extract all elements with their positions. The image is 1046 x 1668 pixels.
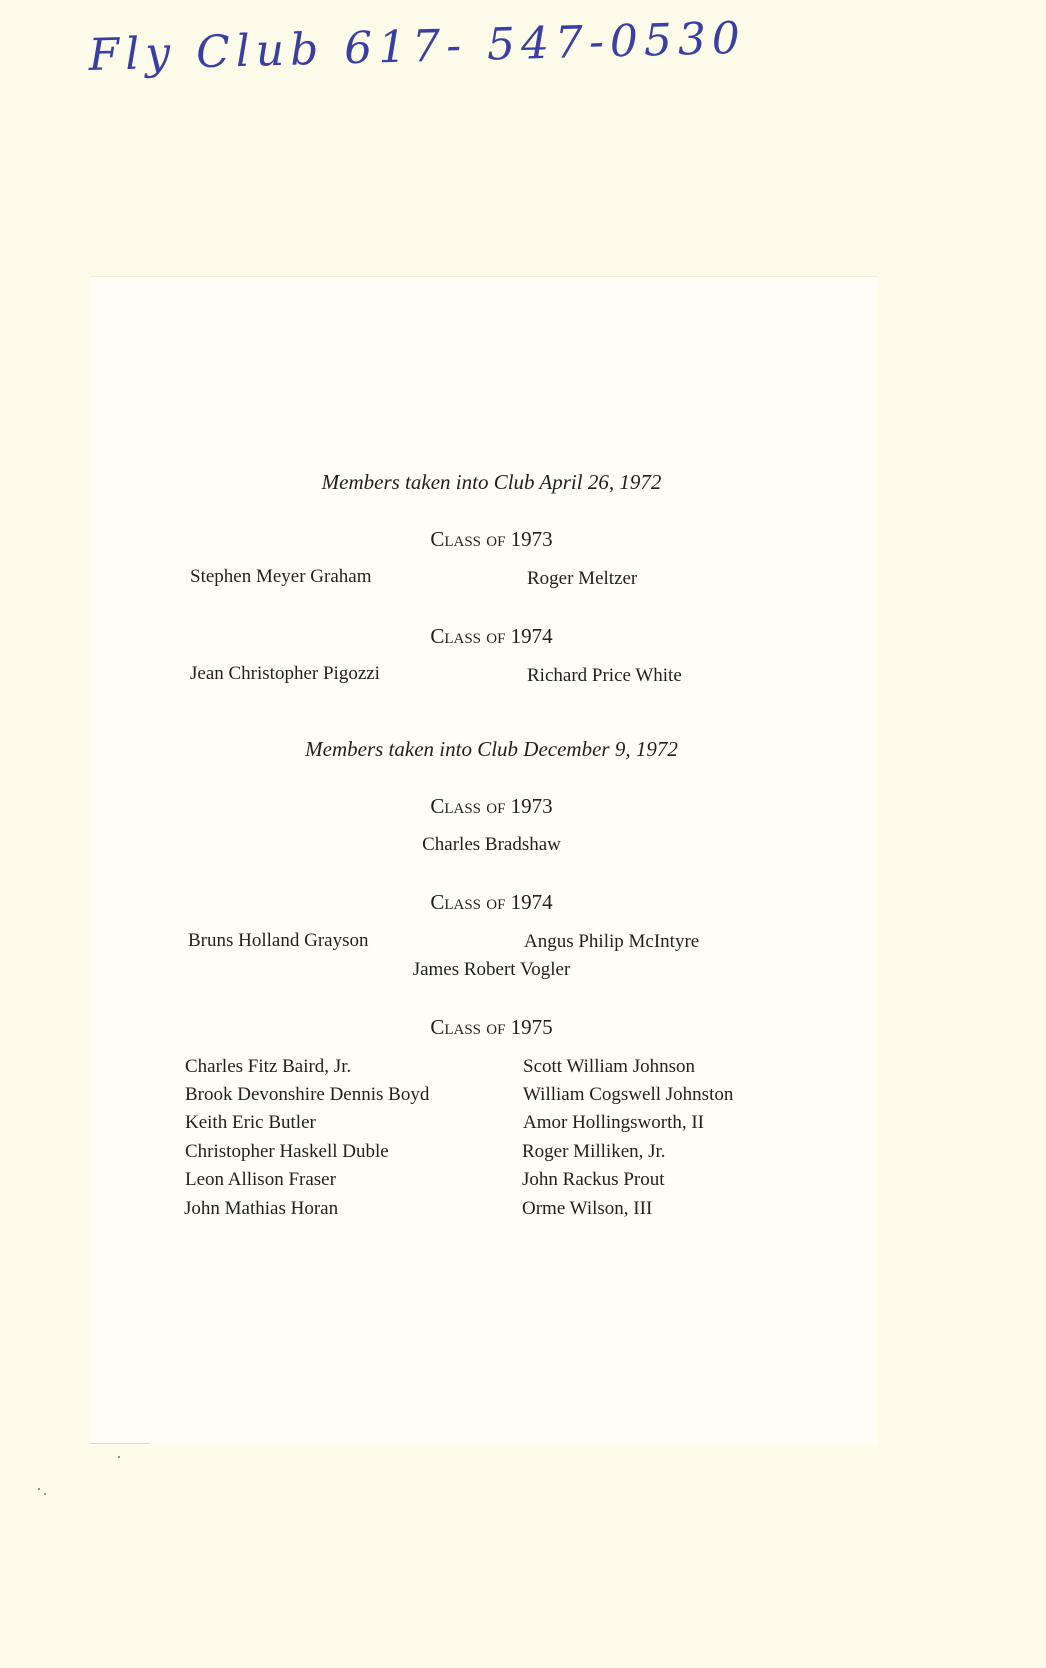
paper-speck <box>118 1456 120 1458</box>
class-heading-1974: Class of 1974 <box>430 890 553 914</box>
class-heading-1973: Class of 1973 <box>430 527 553 551</box>
section-title-april: Members taken into Club April 26, 1972 <box>321 470 662 494</box>
member-name: Roger Meltzer <box>527 568 638 589</box>
member-name: Brook Devonshire Dennis Boyd <box>185 1084 430 1105</box>
member-name: Roger Milliken, Jr. <box>522 1141 666 1162</box>
member-name: Bruns Holland Grayson <box>188 930 369 951</box>
member-name: Keith Eric Butler <box>185 1112 316 1133</box>
member-name: John Mathias Horan <box>184 1198 339 1219</box>
member-name: Stephen Meyer Graham <box>190 566 372 587</box>
handwritten-phone-note: Fly Club 617- 547-0530 <box>88 12 747 81</box>
member-name: Scott William Johnson <box>523 1056 696 1077</box>
member-name: Angus Philip McIntyre <box>524 931 700 952</box>
paper-speck <box>44 1493 46 1495</box>
member-name: Richard Price White <box>527 665 682 686</box>
member-name: William Cogswell Johnston <box>523 1084 734 1105</box>
member-name: Orme Wilson, III <box>522 1198 653 1219</box>
member-name: Amor Hollingsworth, II <box>523 1112 705 1133</box>
member-name: Charles Bradshaw <box>422 834 561 855</box>
member-name: Jean Christopher Pigozzi <box>190 663 380 684</box>
paper-speck <box>38 1488 40 1490</box>
class-heading-1974: Class of 1974 <box>430 624 553 648</box>
class-heading-1975: Class of 1975 <box>430 1015 553 1039</box>
member-name: Charles Fitz Baird, Jr. <box>185 1056 352 1077</box>
member-name: Christopher Haskell Duble <box>185 1141 389 1162</box>
membership-insert-card <box>90 276 878 1445</box>
card-edge-mark <box>90 1443 150 1444</box>
section-title-december: Members taken into Club December 9, 1972 <box>305 737 678 761</box>
member-name: James Robert Vogler <box>412 959 571 980</box>
member-name: John Rackus Prout <box>522 1169 665 1190</box>
class-heading-1973: Class of 1973 <box>430 794 553 818</box>
member-name: Leon Allison Fraser <box>185 1169 336 1190</box>
